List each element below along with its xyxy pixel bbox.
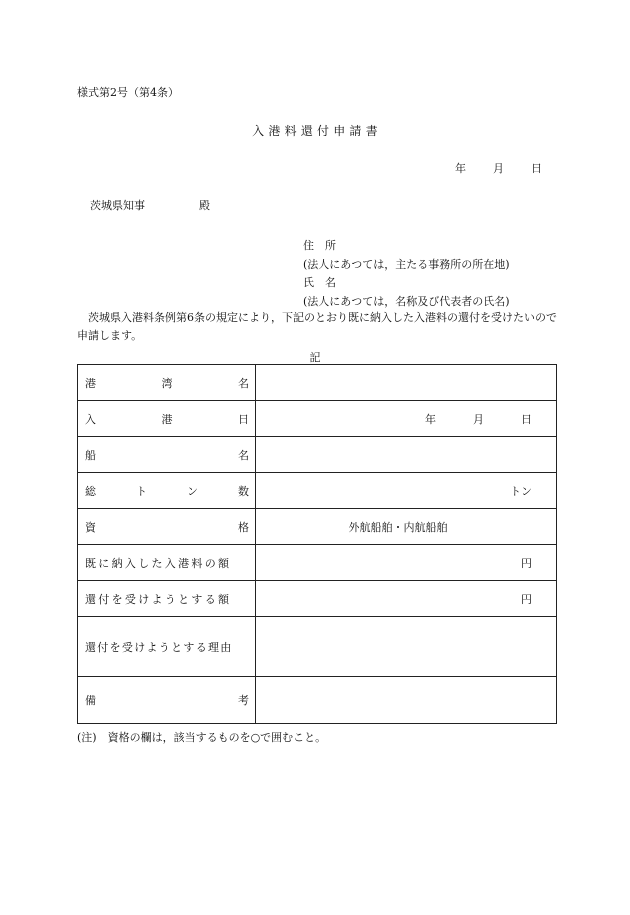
tonnage-field[interactable]: トン: [256, 473, 557, 509]
ship-name-field[interactable]: [256, 437, 557, 473]
harbor-name-field[interactable]: [256, 365, 557, 401]
date-month-label: 月: [493, 162, 504, 175]
table-row: [78, 581, 557, 617]
entry-date-field[interactable]: 年 月 日: [256, 401, 557, 437]
address-note: (法人にあつては，主たる事務所の所在地): [303, 257, 510, 271]
form-number: 様式第2号（第4条）: [77, 86, 179, 99]
row-label-refund-reason: 還付を受けようとする理由: [78, 617, 256, 677]
refund-reason-field[interactable]: [256, 617, 557, 677]
application-date: [455, 160, 542, 176]
row-label-tonnage: 総 ト ン 数: [78, 473, 256, 509]
row-label-remarks: 備 考: [78, 677, 256, 724]
table-row: [78, 509, 557, 545]
row-label-refund-amount: 還付を受けようとする額: [78, 581, 256, 617]
table-row: [78, 545, 557, 581]
table-row: [78, 617, 557, 677]
qualification-field[interactable]: 外航船舶・内航船舶: [256, 509, 557, 545]
detail-table: [77, 364, 557, 724]
paid-amount-field[interactable]: 円: [256, 545, 557, 581]
refund-amount-field[interactable]: 円: [256, 581, 557, 617]
row-label-paid-amount: 既に納入した入港料の額: [78, 545, 256, 581]
row-label-ship-name: 船 名: [78, 437, 256, 473]
addressee-honorific: 殿: [199, 199, 210, 212]
addressee-name: 茨城県知事: [90, 199, 145, 212]
table-row: [78, 677, 557, 724]
remarks-field[interactable]: [256, 677, 557, 724]
table-row: [78, 437, 557, 473]
row-label-qualification: 資 格: [78, 509, 256, 545]
footnote: (注) 資格の欄は，該当するものを○で囲むこと。: [77, 731, 327, 744]
row-label-harbor: 港 湾 名: [78, 365, 256, 401]
table-row: [78, 365, 557, 401]
table-row: [78, 473, 557, 509]
applicant-block: [303, 237, 510, 311]
address-label: 住 所: [303, 239, 336, 252]
addressee: [90, 197, 210, 213]
table-row: [78, 401, 557, 437]
body-text: 茨城県入港料条例第6条の規定により，下記のとおり既に納入した入港料の還付を受けたいので申請します。: [77, 311, 557, 342]
date-day-label: 日: [531, 162, 542, 175]
document-title: 入 港 料 還 付 申 請 書: [252, 124, 378, 138]
name-label: 氏 名: [303, 276, 336, 289]
row-label-entry-date: 入 港 日: [78, 401, 256, 437]
name-note: (法人にあつては，名称及び代表者の氏名): [303, 294, 510, 308]
date-year-label: 年: [455, 162, 466, 175]
ki-heading: 記: [309, 351, 321, 364]
